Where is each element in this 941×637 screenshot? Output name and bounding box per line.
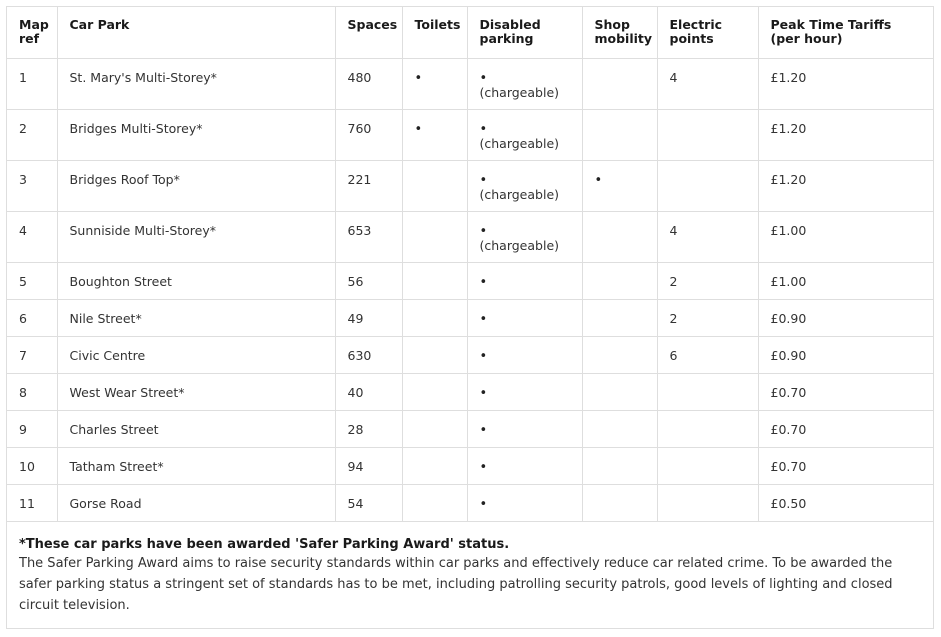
table-row — [7, 336, 934, 373]
tariff-text: £1.00 — [770, 222, 807, 238]
map-ref-cell — [7, 410, 57, 447]
disabled-parking-cell — [467, 211, 582, 262]
car-park-name-cell — [57, 447, 335, 484]
electric-points-cell — [657, 299, 758, 336]
car-park-name-text: Charles Street — [69, 421, 159, 437]
disabled-parking-cell — [467, 262, 582, 299]
spaces-text: 760 — [347, 120, 372, 136]
disabled-parking-cell — [467, 447, 582, 484]
electric-points-text: 2 — [669, 310, 678, 326]
car-park-name-cell — [57, 58, 335, 109]
header-toilets: Toilets — [402, 7, 467, 58]
map-ref-text: 3 — [19, 171, 27, 187]
toilets-cell — [402, 160, 467, 211]
chargeable-note: (chargeable) — [479, 186, 560, 202]
toilets-cell — [402, 484, 467, 521]
electric-points-cell — [657, 58, 758, 109]
map-ref-cell — [7, 484, 57, 521]
bullet-mark: • — [479, 70, 488, 86]
shop-mobility-cell — [582, 373, 657, 410]
car-park-name-cell — [57, 211, 335, 262]
car-park-table-panel — [6, 6, 934, 629]
shop-mobility-cell — [582, 109, 657, 160]
disabled-parking-cell — [467, 336, 582, 373]
tariff-text: £0.90 — [770, 310, 807, 326]
bullet-mark: • — [479, 348, 488, 364]
toilets-cell — [402, 336, 467, 373]
shop-mobility-cell — [582, 336, 657, 373]
shop-mobility-cell — [582, 410, 657, 447]
tariff-cell — [758, 262, 934, 299]
electric-points-cell — [657, 410, 758, 447]
tariff-cell — [758, 373, 934, 410]
table-row — [7, 58, 934, 109]
tariff-text: £0.70 — [770, 421, 807, 437]
header-shop-mobility: Shop mobility — [582, 7, 657, 58]
bullet-mark: • — [479, 385, 488, 401]
shop-mobility-cell — [582, 484, 657, 521]
map-ref-cell — [7, 299, 57, 336]
car-park-name-cell — [57, 160, 335, 211]
map-ref-text: 5 — [19, 273, 27, 289]
table-row — [7, 447, 934, 484]
map-ref-text: 7 — [19, 347, 27, 363]
chargeable-note: (chargeable) — [479, 237, 560, 253]
map-ref-text: 6 — [19, 310, 27, 326]
map-ref-text: 8 — [19, 384, 27, 400]
electric-points-cell — [657, 484, 758, 521]
electric-points-text: 6 — [669, 347, 678, 363]
map-ref-text: 1 — [19, 69, 27, 85]
spaces-text: 56 — [347, 273, 364, 289]
chargeable-note: (chargeable) — [479, 135, 560, 151]
electric-points-cell — [657, 447, 758, 484]
electric-points-text: 2 — [669, 273, 678, 289]
shop-mobility-cell — [582, 262, 657, 299]
electric-points-cell — [657, 211, 758, 262]
car-park-name-cell — [57, 410, 335, 447]
table-row — [7, 484, 934, 521]
spaces-cell — [335, 484, 402, 521]
toilets-cell — [402, 447, 467, 484]
table-header-row — [7, 7, 934, 58]
bullet-mark: • — [594, 172, 603, 188]
shop-mobility-cell — [582, 299, 657, 336]
bullet-mark: • — [479, 274, 488, 290]
car-park-name-text: Nile Street* — [69, 310, 142, 326]
bullet-mark: • — [479, 172, 488, 188]
spaces-cell — [335, 299, 402, 336]
spaces-cell — [335, 58, 402, 109]
tariff-cell — [758, 447, 934, 484]
footnote-body: The Safer Parking Award aims to raise security standards within car parks and effectively reduce car related crime. To be awarded the safer parking status a stringent set of standards has to be met, including patrolling security patrols, good levels of lighting and closed circuit television. — [19, 555, 893, 613]
car-park-table — [7, 7, 934, 522]
disabled-parking-cell — [467, 109, 582, 160]
car-park-name-text: Civic Centre — [69, 347, 146, 363]
spaces-cell — [335, 109, 402, 160]
table-row — [7, 299, 934, 336]
electric-points-cell — [657, 109, 758, 160]
toilets-cell — [402, 58, 467, 109]
bullet-mark: • — [414, 121, 423, 137]
tariff-cell — [758, 109, 934, 160]
shop-mobility-cell — [582, 211, 657, 262]
map-ref-text: 11 — [19, 495, 35, 511]
car-park-name-cell — [57, 262, 335, 299]
header-spaces: Spaces — [335, 7, 402, 58]
electric-points-cell — [657, 160, 758, 211]
table-row — [7, 262, 934, 299]
spaces-cell — [335, 410, 402, 447]
chargeable-note: (chargeable) — [479, 84, 560, 100]
table-row — [7, 160, 934, 211]
map-ref-cell — [7, 262, 57, 299]
map-ref-cell — [7, 447, 57, 484]
car-park-name-cell — [57, 336, 335, 373]
car-park-name-cell — [57, 484, 335, 521]
tariff-cell — [758, 410, 934, 447]
disabled-parking-cell — [467, 373, 582, 410]
header-electric-points: Electric points — [657, 7, 758, 58]
map-ref-cell — [7, 109, 57, 160]
bullet-mark: • — [479, 311, 488, 327]
header-peak-tariffs: Peak Time Tariffs (per hour) — [758, 7, 934, 58]
toilets-cell — [402, 373, 467, 410]
map-ref-text: 9 — [19, 421, 27, 437]
shop-mobility-cell — [582, 160, 657, 211]
tariff-text: £1.20 — [770, 120, 807, 136]
tariff-cell — [758, 336, 934, 373]
map-ref-text: 2 — [19, 120, 27, 136]
map-ref-text: 10 — [19, 458, 35, 474]
spaces-text: 54 — [347, 495, 364, 511]
bullet-mark: • — [479, 422, 488, 438]
spaces-cell — [335, 373, 402, 410]
toilets-cell — [402, 109, 467, 160]
table-body — [7, 58, 934, 521]
tariff-cell — [758, 58, 934, 109]
toilets-cell — [402, 410, 467, 447]
map-ref-cell — [7, 373, 57, 410]
bullet-mark: • — [479, 223, 488, 239]
electric-points-cell — [657, 373, 758, 410]
map-ref-cell — [7, 160, 57, 211]
car-park-name-cell — [57, 373, 335, 410]
spaces-cell — [335, 447, 402, 484]
map-ref-cell — [7, 336, 57, 373]
spaces-text: 653 — [347, 222, 372, 238]
disabled-parking-cell — [467, 410, 582, 447]
spaces-text: 630 — [347, 347, 372, 363]
shop-mobility-cell — [582, 58, 657, 109]
tariff-text: £1.00 — [770, 273, 807, 289]
disabled-parking-cell — [467, 484, 582, 521]
car-park-name-cell — [57, 299, 335, 336]
spaces-text: 480 — [347, 69, 372, 85]
map-ref-cell — [7, 58, 57, 109]
spaces-cell — [335, 160, 402, 211]
spaces-cell — [335, 211, 402, 262]
car-park-name-text: Bridges Multi-Storey* — [69, 120, 203, 136]
tariff-cell — [758, 211, 934, 262]
table-row — [7, 410, 934, 447]
car-park-name-text: West Wear Street* — [69, 384, 185, 400]
shop-mobility-cell — [582, 447, 657, 484]
car-park-name-text: Bridges Roof Top* — [69, 171, 180, 187]
header-car-park: Car Park — [57, 7, 335, 58]
tariff-text: £0.50 — [770, 495, 807, 511]
disabled-parking-cell — [467, 58, 582, 109]
tariff-cell — [758, 299, 934, 336]
disabled-parking-cell — [467, 299, 582, 336]
tariff-cell — [758, 160, 934, 211]
electric-points-cell — [657, 336, 758, 373]
spaces-text: 94 — [347, 458, 364, 474]
table-row — [7, 109, 934, 160]
header-disabled-parking: Disabled parking — [467, 7, 582, 58]
spaces-text: 221 — [347, 171, 372, 187]
tariff-text: £0.70 — [770, 458, 807, 474]
toilets-cell — [402, 262, 467, 299]
bullet-mark: • — [479, 496, 488, 512]
tariff-cell — [758, 484, 934, 521]
map-ref-text: 4 — [19, 222, 27, 238]
header-map-ref: Map ref — [7, 7, 57, 58]
electric-points-text: 4 — [669, 222, 678, 238]
bullet-mark: • — [414, 70, 423, 86]
car-park-name-text: Tatham Street* — [69, 458, 164, 474]
disabled-parking-cell — [467, 160, 582, 211]
spaces-text: 28 — [347, 421, 364, 437]
toilets-cell — [402, 299, 467, 336]
car-park-name-text: Gorse Road — [69, 495, 142, 511]
table-row — [7, 373, 934, 410]
spaces-text: 40 — [347, 384, 364, 400]
car-park-name-text: St. Mary's Multi-Storey* — [69, 69, 217, 85]
car-park-name-cell — [57, 109, 335, 160]
tariff-text: £1.20 — [770, 171, 807, 187]
footnote-title: *These car parks have been awarded 'Safer Parking Award' status. — [19, 536, 510, 552]
tariff-text: £1.20 — [770, 69, 807, 85]
tariff-text: £0.90 — [770, 347, 807, 363]
electric-points-text: 4 — [669, 69, 678, 85]
car-park-name-text: Boughton Street — [69, 273, 172, 289]
bullet-mark: • — [479, 121, 488, 137]
spaces-cell — [335, 262, 402, 299]
electric-points-cell — [657, 262, 758, 299]
tariff-text: £0.70 — [770, 384, 807, 400]
car-park-name-text: Sunniside Multi-Storey* — [69, 222, 217, 238]
spaces-cell — [335, 336, 402, 373]
toilets-cell — [402, 211, 467, 262]
table-row — [7, 211, 934, 262]
map-ref-cell — [7, 211, 57, 262]
bullet-mark: • — [479, 459, 488, 475]
footnote — [7, 522, 933, 616]
spaces-text: 49 — [347, 310, 364, 326]
